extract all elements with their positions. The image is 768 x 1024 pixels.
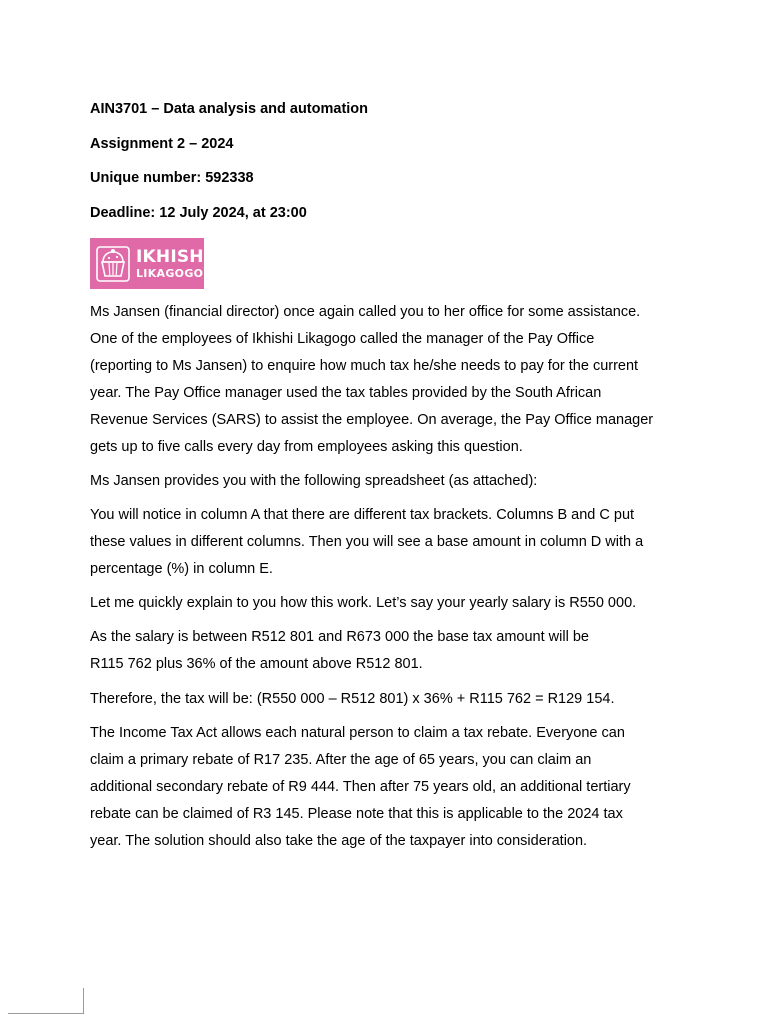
paragraph-line: One of the employees of Ikhishi Likagogo called the manager of the Pay Office	[90, 331, 595, 347]
paragraph-explain	[90, 590, 690, 617]
course-title: AIN3701 – Data analysis and automation	[90, 101, 369, 117]
paragraph-line: year. The Pay Office manager used the tax tables provided by the South African	[90, 385, 602, 401]
paragraph-columns	[90, 502, 690, 583]
paragraph-line: rebate can be claimed of R3 145. Please note that this is applicable to the 2024 tax	[90, 806, 623, 822]
paragraph-line: (reporting to Ms Jansen) to enquire how much tax he/she needs to pay for the current	[90, 358, 639, 374]
page-corner-mark	[8, 988, 84, 1014]
logo-text	[136, 246, 211, 280]
paragraph-intro	[90, 299, 690, 461]
paragraph-line: percentage (%) in column E.	[90, 561, 273, 577]
paragraph-line: Revenue Services (SARS) to assist the employee. On average, the Pay Office manager	[90, 412, 654, 428]
paragraph-line: gets up to five calls every day from employees asking this question.	[90, 439, 523, 455]
paragraph-line: Ms Jansen (financial director) once again called you to her office for some assistance.	[90, 304, 641, 320]
paragraph-line: these values in different columns. Then you will see a base amount in column D with a	[90, 534, 644, 550]
paragraph-line: Ms Jansen provides you with the following spreadsheet (as attached):	[90, 473, 538, 489]
paragraph-line: additional secondary rebate of R9 444. Then after 75 years old, an additional tertiary	[90, 779, 631, 795]
deadline: Deadline: 12 July 2024, at 23:00	[90, 205, 307, 221]
paragraph-line: The Income Tax Act allows each natural person to claim a tax rebate. Everyone can	[90, 725, 625, 741]
paragraph-line: As the salary is between R512 801 and R673 000 the base tax amount will be	[90, 629, 589, 645]
paragraph-rebate	[90, 720, 690, 855]
paragraph-line: You will notice in column A that there are different tax brackets. Columns B and C put	[90, 507, 635, 523]
logo-line-2: LIKAGOGO	[136, 266, 204, 280]
paragraph-spreadsheet	[90, 468, 690, 495]
unique-number: Unique number: 592338	[90, 170, 254, 186]
paragraph-line: Therefore, the tax will be: (R550 000 – R512 801) x 36% + R115 762 = R129 154.	[90, 691, 615, 707]
logo-line-1: IKHISHI	[136, 246, 211, 267]
paragraph-line: R115 762 plus 36% of the amount above R512 801.	[90, 656, 423, 672]
paragraph-line: Let me quickly explain to you how this work. Let’s say your yearly salary is R550 000.	[90, 595, 637, 611]
company-logo	[90, 238, 211, 289]
cupcake-icon	[96, 244, 130, 284]
assignment-title: Assignment 2 – 2024	[90, 136, 234, 152]
paragraph-calculation	[90, 686, 690, 713]
paragraph-line: claim a primary rebate of R17 235. After the age of 65 years, you can claim an	[90, 752, 592, 768]
paragraph-bracket	[90, 624, 690, 678]
paragraph-line: year. The solution should also take the age of the taxpayer into consideration.	[90, 833, 588, 849]
